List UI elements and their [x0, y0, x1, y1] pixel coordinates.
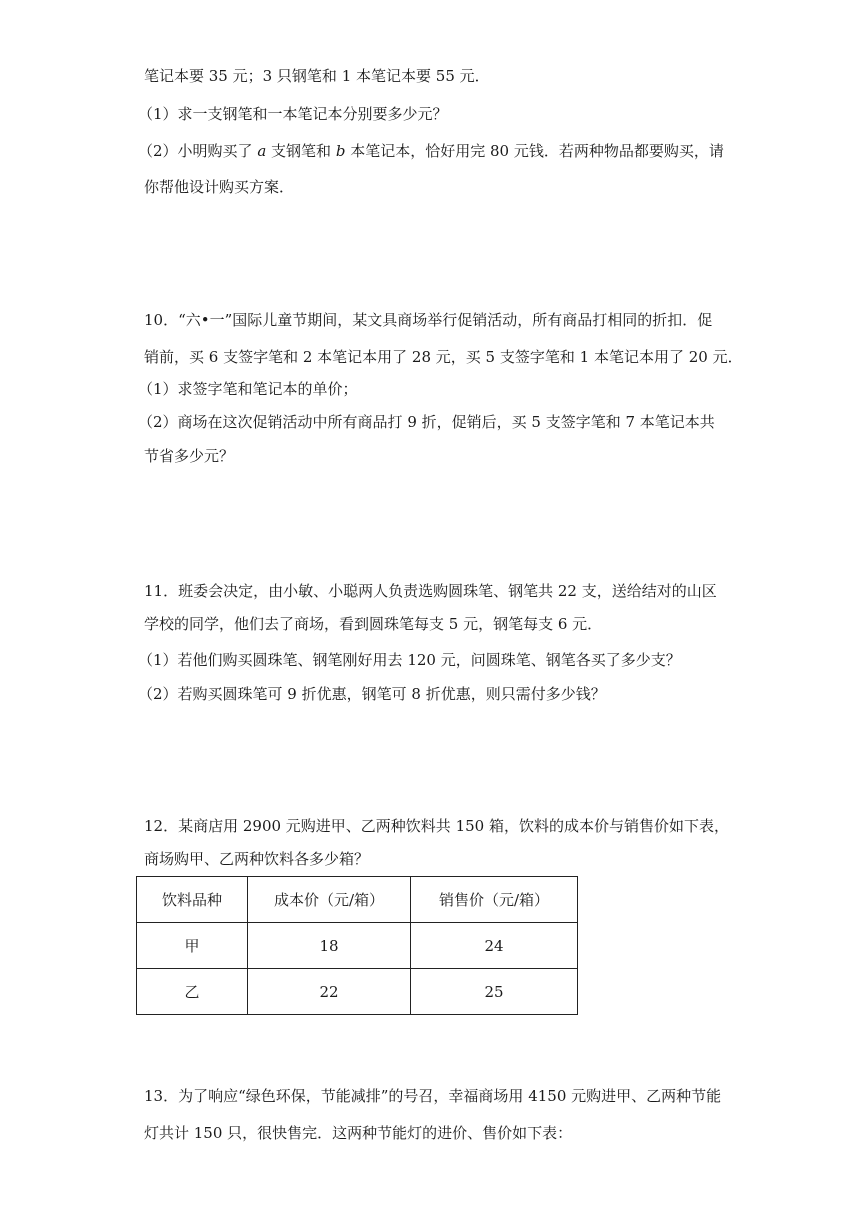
q9-part2	[138, 141, 724, 161]
table-header-cell: 成本价（元/箱）	[248, 877, 411, 923]
q11-line1: 11．班委会决定，由小敏、小聪两人负责选购圆珠笔、钢笔共 22 支，送给结对的山区	[144, 582, 717, 600]
q13-line1: 13．为了响应“绿色环保，节能减排”的号召，幸福商场用 4150 元购进甲、乙两种节能	[144, 1087, 722, 1105]
q10-line1: 10．“六•一”国际儿童节期间，某文具商场举行促销活动，所有商品打相同的折扣．促	[144, 311, 713, 329]
q9-var-a: a	[257, 142, 267, 160]
q10-part2-line1: （2）商场在这次促销活动中所有商品打 9 折，促销后，买 5 支签字笔和 7 本笔记本共	[138, 413, 715, 431]
table-cell: 24	[411, 923, 578, 969]
q10-part1: （1）求签字笔和笔记本的单价；	[138, 380, 358, 398]
q12-line2: 商场购甲、乙两种饮料各多少箱？	[144, 850, 370, 868]
q10-part2-line2: 节省多少元？	[144, 447, 235, 465]
q9-part2-line2: 你帮他设计购买方案．	[144, 178, 295, 196]
q13-line2: 灯共计 150 只，很快售完．这两种节能灯的进价、售价如下表：	[144, 1124, 573, 1142]
table-header-cell: 销售价（元/箱）	[411, 877, 578, 923]
table-cell: 25	[411, 969, 578, 1015]
table-cell: 22	[248, 969, 411, 1015]
q9-line1: 笔记本要 35 元；3 只钢笔和 1 本笔记本要 55 元．	[144, 67, 490, 85]
table-row	[137, 923, 578, 969]
table-cell: 18	[248, 923, 411, 969]
q9-part1: （1）求一支钢笔和一本笔记本分别要多少元？	[138, 105, 448, 123]
q9-var-b: b	[335, 142, 346, 160]
q9-part2-text-c: 本笔记本，恰好用完 80 元钱．若两种物品都要购买，请	[345, 142, 724, 160]
table-row	[137, 969, 578, 1015]
table-cell: 甲	[137, 923, 248, 969]
q11-part2: （2）若购买圆珠笔可 9 折优惠，钢笔可 8 折优惠，则只需付多少钱？	[138, 685, 606, 703]
q11-part1: （1）若他们购买圆珠笔、钢笔刚好用去 120 元，问圆珠笔、钢笔各买了多少支？	[138, 651, 681, 669]
q12-line1: 12．某商店用 2900 元购进甲、乙两种饮料共 150 箱，饮料的成本价与销售价如下表，	[144, 817, 729, 835]
table-header-row	[137, 877, 578, 923]
table-header-cell: 饮料品种	[137, 877, 248, 923]
table-cell: 乙	[137, 969, 248, 1015]
q9-part2-text-a: （2）小明购买了	[138, 142, 258, 160]
q10-line2: 销前，买 6 支签字笔和 2 本笔记本用了 28 元，买 5 支签字笔和 1 本笔记本用了 20 元．	[144, 348, 743, 366]
q9-part2-text-b: 支钢笔和	[266, 142, 336, 160]
beverage-price-table	[136, 876, 578, 1015]
q11-line2: 学校的同学，他们去了商场，看到圆珠笔每支 5 元，钢笔每支 6 元．	[144, 615, 603, 633]
